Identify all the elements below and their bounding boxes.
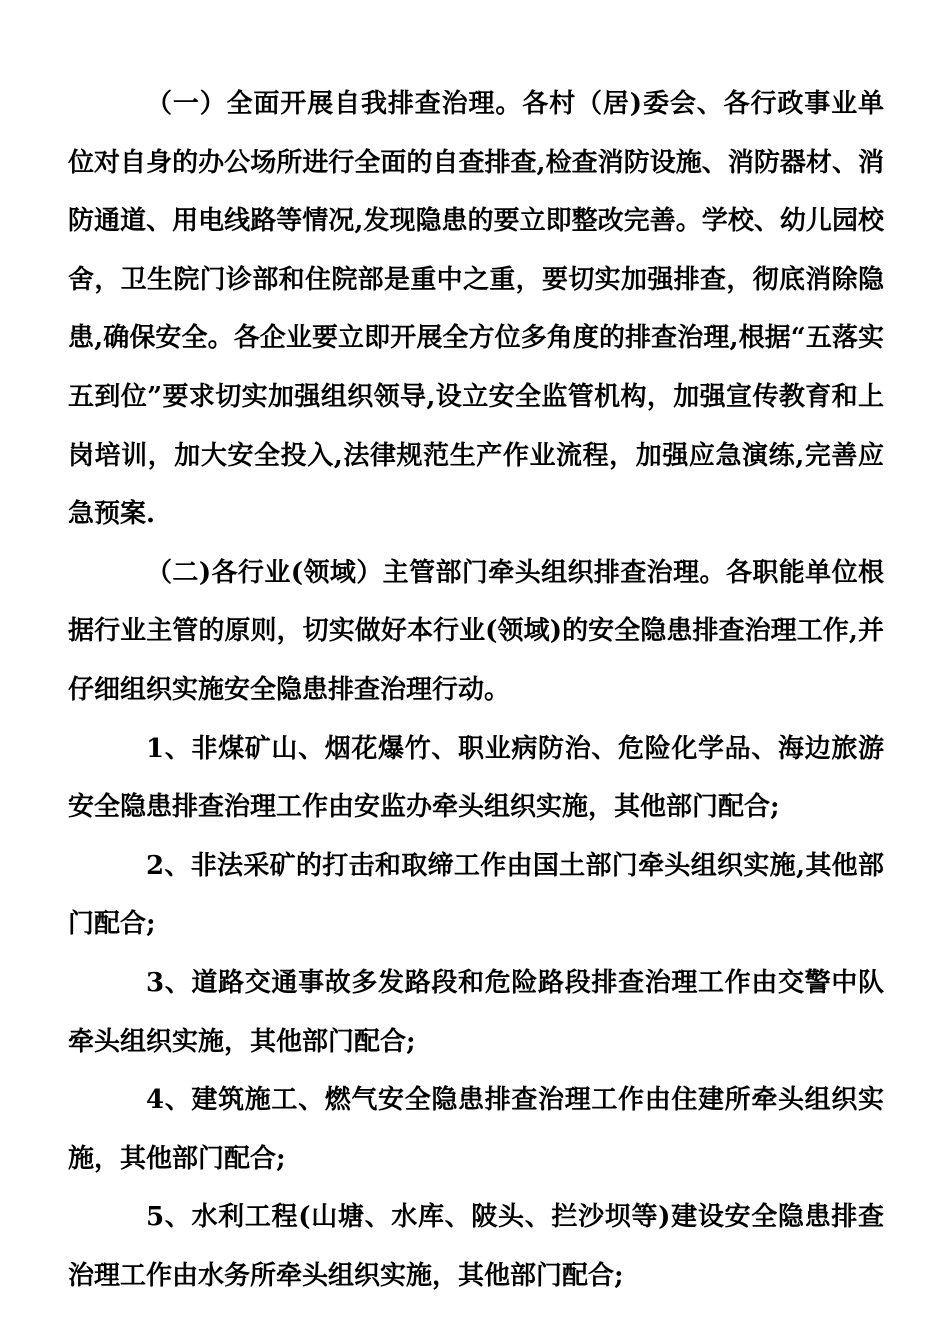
list-item-water-projects: 5、水利工程(山塘、水库、陂头、拦沙坝等)建设安全隐患排查治理工作由水务所牵头组织实施，其他部门配合; [68, 1202, 884, 1291]
list-item-road-traffic: 3、道路交通事故多发路段和危险路段排查治理工作由交警中队牵头组织实施，其他部门配合; [68, 967, 884, 1057]
paragraph-industry-inspection: （二)各行业(领域）主管部门牵头组织排查治理。各职能单位根据行业主管的原则，切实做好本行业(领域)的安全隐患排查治理工作,并仔细组织实施安全隐患排查治理行动。 [68, 557, 884, 705]
list-item-illegal-mining: 2、非法采矿的打击和取缔工作由国土部门牵头组织实施,其他部门配合; [68, 850, 884, 940]
list-item-construction-gas: 4、建筑施工、燃气安全隐患排查治理工作由住建所牵头组织实施，其他部门配合; [68, 1085, 884, 1174]
document-body [68, 75, 884, 1305]
paragraph-self-inspection: （一）全面开展自我排查治理。各村（居)委会、各行政事业单位对自身的办公场所进行全面的自查排查,检查消防设施、消防器材、消防通道、用电线路等情况,发现隐患的要立即整改完善。学校、幼儿园校舍，卫生院门诊部和住院部是重中之重，要切实加强排查，彻底消除隐患,确保安全。各企业要立即开展全方位多角度的排查治理,根据“五落实五到位”要求切实加强组织领导,设立安全监管机构，加强宣传教育和上岗培训，加大安全投入,法律规范生产作业流程，加强应急演练,完善应急预案. [68, 89, 884, 530]
list-item-mining-fireworks: 1、非煤矿山、烟花爆竹、职业病防治、危险化学品、海边旅游安全隐患排查治理工作由安监办牵头组织实施，其他部门配合; [68, 733, 884, 823]
